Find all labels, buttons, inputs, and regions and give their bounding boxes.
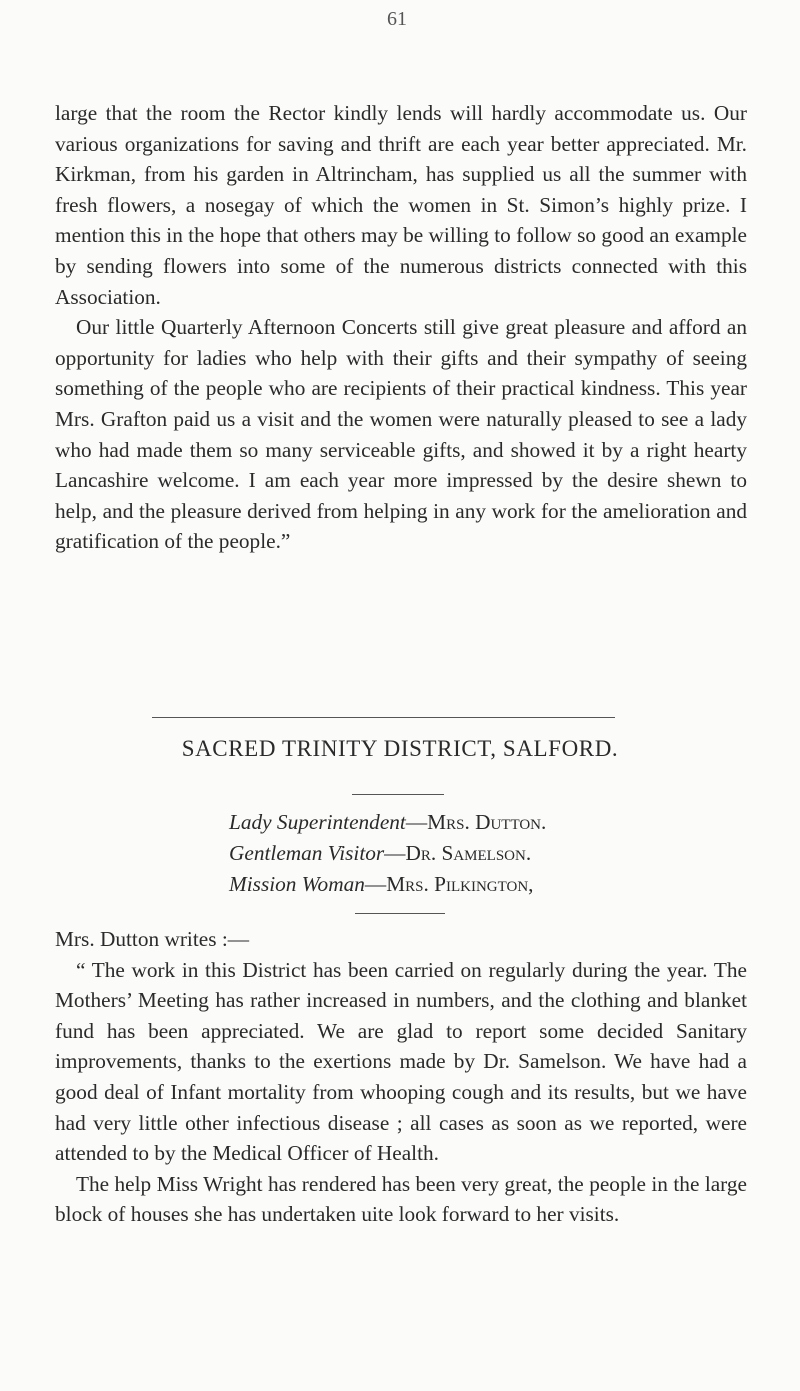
staff-superintendent (229, 810, 546, 835)
top-text (55, 98, 747, 557)
staff-dash: — (364, 872, 387, 896)
staff-role: Lady Superintendent (229, 810, 406, 834)
heading-underline (352, 794, 444, 795)
paragraph-district-work: “ The work in this District has been carried on regularly during the year. The Mothers’ Meeting has rather increased in numbers, and the clothing and blanket fund has been appreciated. We are glad to report some decided Sanitary improvements, thanks to the exertions made by Dr. Samelson. We have had a good deal of Infant mortality from whooping cough and its results, but we have had very little other infectious disease ; all cases as soon as we reported, were attended to by the Medical Officer of Health. (55, 957, 747, 1166)
staff-role: Mission Woman (229, 872, 365, 896)
staff-underline (355, 913, 445, 914)
staff-mission-woman (229, 872, 534, 897)
page-number: 61 (387, 8, 407, 30)
staff-dash: — (384, 841, 406, 865)
paragraph-concerts: Our little Quarterly Afternoon Concerts still give great pleasure and afford an opportunity for ladies who help with their gifts and their sympathy of seeing something of the people who are recipients of their practical kindness. This year Mrs. Grafton paid us a visit and the women were naturally pleased to see a lady who had made them so many serviceable gifts, and showed it by a right hearty Lancashire welcome. I am each year more impressed by the desire shewn to help, and the pleasure derived from helping in any work for the amelioration and gratification of the people.” (55, 315, 747, 554)
staff-role: Gentleman Visitor (229, 841, 385, 865)
paragraph-miss-wright: The help Miss Wright has rendered has been very great, the people in the large block of houses she has undertaken uite look forward to her visits. (55, 1171, 747, 1227)
staff-dash: — (405, 810, 428, 834)
staff-name: Mrs. Pilkington, (386, 872, 534, 896)
section-divider (152, 717, 615, 718)
staff-name: Mrs. Dutton. (427, 810, 547, 834)
section-heading: SACRED TRINITY DISTRICT, SALFORD. (181, 736, 619, 761)
staff-visitor (229, 841, 531, 866)
staff-name: Dr. Samelson. (405, 841, 532, 865)
paragraph-continuation: large that the room the Rector kindly lends will hardly accommodate us. Our various organizations for saving and thrift are each year better appreciated. Mr. Kirkman, from his garden in Altrincham, has supplied us all the summer with fresh flowers, a nosegay of which the women in St. Simon’s highly prize. I mention this in the hope that others may be willing to follow so good an example by sending flowers into some of the numerous districts connected with this Association. (55, 101, 747, 309)
report-text (55, 924, 747, 1230)
report-intro: Mrs. Dutton writes :— (55, 927, 250, 951)
